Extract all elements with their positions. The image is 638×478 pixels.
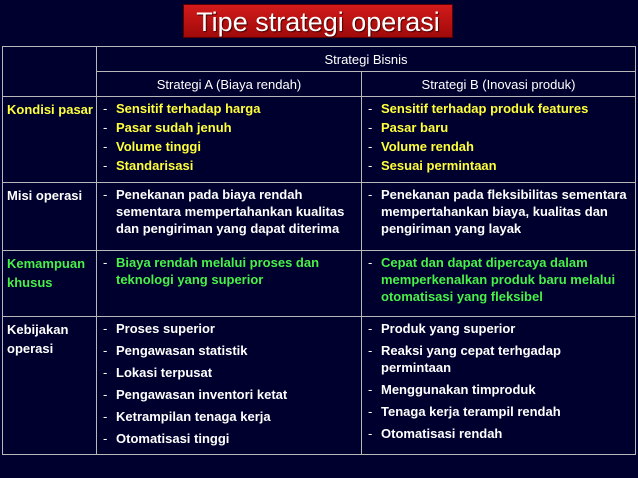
item-text: Sesuai permintaan <box>381 158 497 173</box>
header-strategy-b: Strategi B (Inovasi produk) <box>362 72 636 97</box>
strategy-a-list <box>97 97 361 174</box>
list-item <box>368 100 631 117</box>
item-text: Lokasi terpusat <box>116 365 213 380</box>
item-text: Cepat dan dapat dipercaya dalam memperkenalkan produk baru melalui otomatisasi yang fleksibel <box>381 255 616 304</box>
list-item <box>368 403 631 420</box>
dash-bullet: - <box>103 387 108 402</box>
dash-bullet: - <box>103 409 108 424</box>
list-item <box>103 186 357 237</box>
cell-strategy-a <box>97 251 362 317</box>
item-text: Volume tinggi <box>116 139 201 154</box>
list-item <box>103 119 357 136</box>
strategy-b-list <box>362 183 635 237</box>
dash-bullet: - <box>368 158 373 173</box>
cell-strategy-b <box>362 317 636 455</box>
item-text: Otomatisasi tinggi <box>116 431 230 446</box>
header-row-main <box>3 47 636 72</box>
cell-strategy-a <box>97 317 362 455</box>
cell-strategy-a <box>97 97 362 183</box>
item-text: Volume rendah <box>381 139 474 154</box>
list-item <box>103 342 357 359</box>
table-row-kemampuan-khusus <box>3 251 636 317</box>
list-item <box>368 254 631 305</box>
list-item <box>368 381 631 398</box>
item-text: Ketrampilan tenaga kerja <box>116 409 271 424</box>
strategy-b-list <box>362 317 635 442</box>
list-item <box>368 425 631 442</box>
dash-bullet: - <box>103 321 108 336</box>
list-item <box>103 100 357 117</box>
dash-bullet: - <box>368 101 373 116</box>
item-text: Sensitif terhadap produk features <box>381 101 589 116</box>
list-item <box>103 386 357 403</box>
cell-strategy-b <box>362 183 636 251</box>
item-text: Standarisasi <box>116 158 194 173</box>
item-text: Proses superior <box>116 321 215 336</box>
dash-bullet: - <box>368 139 373 154</box>
cell-strategy-b <box>362 251 636 317</box>
list-item <box>103 320 357 337</box>
strategy-b-list <box>362 251 635 305</box>
list-item <box>368 119 631 136</box>
row-label: Kebijakan operasi <box>3 317 97 455</box>
dash-bullet: - <box>103 431 108 446</box>
table-row-kondisi-pasar <box>3 97 636 183</box>
list-item <box>103 254 357 288</box>
list-item <box>103 430 357 447</box>
item-text: Pengawasan inventori ketat <box>116 387 288 402</box>
dash-bullet: - <box>103 139 108 154</box>
dash-bullet: - <box>368 187 373 202</box>
list-item <box>368 342 631 376</box>
strategy-table <box>2 46 636 455</box>
dash-bullet: - <box>368 426 373 441</box>
list-item <box>368 138 631 155</box>
item-text: Penekanan pada fleksibilitas sementara mempertahankan biaya, kualitas dan pengiriman yang layak <box>381 187 627 236</box>
list-item <box>103 157 357 174</box>
dash-bullet: - <box>103 158 108 173</box>
item-text: Penekanan pada biaya rendah sementara mempertahankan kualitas dan pengiriman yang dapat diterima <box>116 187 345 236</box>
header-corner-cell <box>3 47 97 97</box>
dash-bullet: - <box>368 321 373 336</box>
dash-bullet: - <box>103 343 108 358</box>
cell-strategy-b <box>362 97 636 183</box>
item-text: Pengawasan statistik <box>116 343 248 358</box>
item-text: Otomatisasi rendah <box>381 426 503 441</box>
strategy-a-list <box>97 183 361 237</box>
item-text: Biaya rendah melalui proses dan teknologi yang superior <box>116 255 320 287</box>
list-item <box>368 186 631 237</box>
list-item <box>103 364 357 381</box>
list-item <box>103 408 357 425</box>
item-text: Produk yang superior <box>381 321 516 336</box>
list-item <box>103 138 357 155</box>
dash-bullet: - <box>103 365 108 380</box>
dash-bullet: - <box>368 382 373 397</box>
dash-bullet: - <box>103 255 108 270</box>
header-strategy-a: Strategi A (Biaya rendah) <box>97 72 362 97</box>
item-text: Reaksi yang cepat terhgadap permintaan <box>381 343 561 375</box>
header-row-sub <box>3 72 636 97</box>
dash-bullet: - <box>368 404 373 419</box>
list-item <box>368 320 631 337</box>
row-label: Kemampuan khusus <box>3 251 97 317</box>
table-row-kebijakan-operasi <box>3 317 636 455</box>
row-label: Misi operasi <box>3 183 97 251</box>
dash-bullet: - <box>103 187 108 202</box>
table-row-misi-operasi <box>3 183 636 251</box>
strategy-a-list <box>97 317 361 447</box>
dash-bullet: - <box>103 101 108 116</box>
item-text: Tenaga kerja terampil rendah <box>381 404 561 419</box>
dash-bullet: - <box>103 120 108 135</box>
header-strategi-bisnis: Strategi Bisnis <box>97 47 636 72</box>
dash-bullet: - <box>368 120 373 135</box>
item-text: Pasar baru <box>381 120 449 135</box>
list-item <box>368 157 631 174</box>
strategy-b-list <box>362 97 635 174</box>
row-label: Kondisi pasar <box>3 97 97 183</box>
dash-bullet: - <box>368 343 373 358</box>
item-text: Menggunakan timproduk <box>381 382 536 397</box>
item-text: Pasar sudah jenuh <box>116 120 232 135</box>
item-text: Sensitif terhadap harga <box>116 101 261 116</box>
slide-title: Tipe strategi operasi <box>196 7 440 37</box>
cell-strategy-a <box>97 183 362 251</box>
strategy-a-list <box>97 251 361 288</box>
dash-bullet: - <box>368 255 373 270</box>
title-banner <box>183 4 453 38</box>
